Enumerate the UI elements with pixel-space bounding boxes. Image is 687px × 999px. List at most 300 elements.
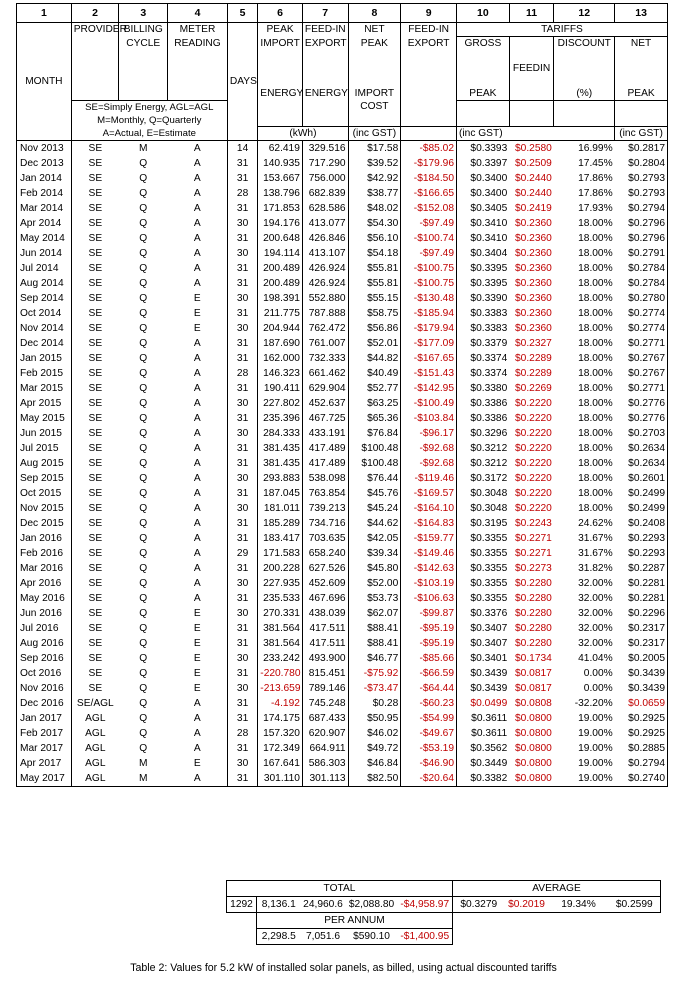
cell-feed-in-rebate: -$20.64 [401,771,457,787]
cell-net-peak: $0.2774 [615,306,668,321]
cell-peak-import: 194.176 [258,216,303,231]
cell-feed-in-rebate: -$85.02 [401,141,457,157]
cell-discount: 18.00% [578,218,613,229]
cell-billing-cycle: Q [139,578,148,589]
cell-month: Jun 2014 [17,246,72,261]
summary-table [226,880,661,945]
cell-days: 31 [227,231,257,246]
unit-kwh: (kWh) [258,127,348,141]
cell-feed-in-rebate: -$167.65 [401,351,457,366]
cell-feed-in-export: 438.039 [302,606,348,621]
header-blank [348,114,401,127]
cell-net-peak: $0.2287 [615,561,668,576]
cell-days: 31 [227,771,257,787]
cell-feed-in-rebate: -$142.63 [401,561,457,576]
cell-meter-reading: E [168,636,228,651]
cell-feed-in-rebate: -$159.77 [401,531,457,546]
cell-discount: 19.00% [554,771,615,787]
table-row [17,216,668,231]
cell-net-peak-cost: $42.05 [348,531,401,546]
cell-peak-import: 171.583 [258,546,303,561]
header-feedin: FEEDIN [509,37,554,101]
cell-discount: 18.00% [578,293,613,304]
cell-meter-reading: A [168,261,228,276]
cell-net-peak-cost: $54.30 [348,216,401,231]
per-annum-label-row [227,913,661,929]
cell-net-peak: $0.2499 [615,486,668,501]
table-row [17,726,668,741]
cell-billing-cycle: Q [139,323,148,334]
cell-discount: -32.20% [574,698,613,709]
cell-feed-in-rebate: -$164.10 [401,501,457,516]
cell-feedin-tariff: $0.0800 [515,728,552,739]
cell-net-peak-cost: $56.10 [348,231,401,246]
cell-meter-reading: A [168,471,228,486]
cell-provider: SE [88,428,103,439]
total-label: TOTAL [227,881,453,897]
header-discount-1: DISCOUNT [554,37,615,87]
cell-discount: 18.00% [578,353,613,364]
cell-net-peak-cost: $56.86 [348,321,401,336]
cell-billing-cycle: Q [139,308,148,319]
cell-feed-in-export: 417.489 [302,441,348,456]
cell-meter-reading: A [168,501,228,516]
cell-billing-cycle: Q [139,713,148,724]
cell-days: 30 [227,681,257,696]
cell-feed-in-rebate: -$95.19 [401,621,457,636]
cell-gross-peak: $0.3195 [457,516,510,531]
cell-days: 31 [227,276,257,291]
cell-provider: SE [88,488,103,499]
cell-net-peak-cost: $39.34 [348,546,401,561]
cell-meter-reading: A [168,366,228,381]
table-row [17,591,668,606]
cell-net-peak: $0.2925 [615,711,668,726]
cell-billing-cycle: Q [139,698,148,709]
cell-net-peak: $0.2794 [615,756,668,771]
cell-billing-cycle: Q [139,383,148,394]
cell-provider: SE [88,518,103,529]
header-row [17,87,668,101]
header-blank [302,114,348,127]
cell-billing-cycle: Q [139,533,148,544]
cell-provider: SE/AGL [76,698,114,709]
table-row [17,546,668,561]
cell-provider: SE [88,293,103,304]
table-row [17,516,668,531]
cell-discount: 32.00% [578,593,613,604]
cell-peak-import: -213.659 [258,681,303,696]
table-row [17,276,668,291]
cell-feed-in-rebate: -$149.46 [401,546,457,561]
cell-meter-reading: E [168,756,228,771]
cell-provider: AGL [85,713,106,724]
cell-billing-cycle: Q [139,278,148,289]
legend-line: A=Actual, E=Estimate [71,127,227,141]
cell-provider: SE [88,368,103,379]
cell-net-peak-cost: -$75.92 [348,666,401,681]
cell-days: 31 [227,306,257,321]
cell-month: Sep 2016 [17,651,72,666]
cell-peak-import: -4.192 [258,696,303,711]
cell-feedin-tariff: $0.2220 [515,473,552,484]
cell-net-peak-cost: $100.48 [348,441,401,456]
header-billing-1: BILLING [119,23,168,37]
cell-discount: 17.45% [578,158,613,169]
column-number: 12 [554,4,615,23]
cell-meter-reading: A [168,591,228,606]
cell-billing-cycle: M [119,141,168,157]
cell-provider: SE [88,578,103,589]
header-blank [258,100,303,114]
cell-net-peak: $0.2796 [615,231,668,246]
cell-net-peak-cost: $39.52 [348,156,401,171]
cell-net-peak-cost: $54.18 [348,246,401,261]
cell-billing-cycle: Q [139,248,148,259]
cell-discount: 32.00% [578,638,613,649]
cell-days: 30 [227,246,257,261]
cell-provider: AGL [71,771,119,787]
header-meter-1: METER [168,23,228,37]
cell-feed-in-rebate: -$97.49 [401,216,457,231]
table-row [17,351,668,366]
cell-provider: AGL [85,758,106,769]
cell-billing-cycle: Q [139,353,148,364]
cell-gross-peak: $0.3393 [457,141,510,157]
cell-month: Aug 2015 [17,456,72,471]
cell-meter-reading: A [168,201,228,216]
header-discount-2: (%) [554,87,615,101]
cell-billing-cycle: Q [139,488,148,499]
cell-net-peak-cost: $53.73 [348,591,401,606]
table-row [17,501,668,516]
cell-peak-import: 162.000 [258,351,303,366]
cell-feed-in-rebate: -$97.49 [401,246,457,261]
cell-feed-in-export: 586.303 [302,756,348,771]
table-row [17,441,668,456]
cell-meter-reading: E [168,681,228,696]
cell-feed-in-rebate: -$169.57 [401,486,457,501]
cell-feed-in-export: 734.716 [302,516,348,531]
cell-feed-in-rebate: -$179.96 [401,156,457,171]
cell-peak-import: 301.110 [258,771,303,787]
cell-feedin-tariff: $0.2289 [515,368,552,379]
cell-meter-reading: A [168,426,228,441]
cell-provider: SE [88,458,103,469]
cell-discount: 18.00% [578,323,613,334]
cell-discount: 32.00% [578,623,613,634]
cell-net-peak-cost: $48.02 [348,201,401,216]
cell-peak-import: 204.944 [258,321,303,336]
header-blank [615,114,668,127]
cell-billing-cycle: Q [139,518,148,529]
cell-feedin-tariff: $0.0800 [515,758,552,769]
header-blank [401,127,457,141]
cell-provider: SE [88,443,103,454]
cell-peak-import: 190.411 [258,381,303,396]
cell-net-peak: $0.2780 [615,291,668,306]
cell-net-peak-cost: $88.41 [348,621,401,636]
cell-gross-peak: $0.3374 [457,351,510,366]
cell-meter-reading: A [168,576,228,591]
header-blank [509,127,554,141]
table-row [17,261,668,276]
header-blank [554,100,615,114]
table-row [17,171,668,186]
cell-days: 30 [227,321,257,336]
cell-feedin-tariff: $0.2280 [515,578,552,589]
cell-month: Mar 2016 [17,561,72,576]
cell-net-peak-cost: $52.00 [348,576,401,591]
header-blank [401,100,457,114]
cell-feed-in-export: 703.635 [302,531,348,546]
cell-feed-in-rebate: -$64.44 [401,681,457,696]
cell-feedin-tariff: $0.2280 [515,593,552,604]
cell-provider: SE [88,668,103,679]
cell-meter-reading: A [168,741,228,756]
cell-gross-peak: $0.3296 [457,426,510,441]
cell-feed-in-export: 417.511 [302,636,348,651]
cell-net-peak: $0.2634 [615,441,668,456]
column-number: 3 [119,4,168,23]
cell-feed-in-export: 739.213 [302,501,348,516]
header-feed-2: EXPORT [302,37,348,87]
cell-provider: SE [88,563,103,574]
cell-days: 31 [227,261,257,276]
cell-gross-peak: $0.3390 [457,291,510,306]
header-row [17,37,668,87]
per-annum-label: PER ANNUM [257,913,453,929]
cell-net-peak: $0.2634 [615,456,668,471]
cell-gross-peak: $0.3382 [457,771,510,787]
cell-discount: 18.00% [578,278,613,289]
cell-provider: SE [88,548,103,559]
total-days: 1292 [227,897,257,913]
cell-month: Jan 2015 [17,351,72,366]
cell-days: 28 [227,366,257,381]
cell-discount: 18.00% [578,503,613,514]
cell-month: Sep 2014 [17,291,72,306]
cell-billing-cycle: Q [139,623,148,634]
cell-month: Dec 2013 [17,156,72,171]
cell-feed-in-export: 762.472 [302,321,348,336]
cell-provider: AGL [85,728,106,739]
cell-net-peak-cost: $76.84 [348,426,401,441]
cell-net-peak-cost: $45.80 [348,561,401,576]
cell-meter-reading: A [168,396,228,411]
cell-net-peak-cost: $55.81 [348,261,401,276]
cell-billing-cycle: Q [139,218,148,229]
header-days: DAYS [227,23,257,141]
cell-net-peak-cost: $62.07 [348,606,401,621]
header-blank [302,100,348,114]
header-net-2: PEAK [615,87,668,101]
cell-net-peak-cost: $55.15 [348,291,401,306]
cell-feed-in-rebate: -$142.95 [401,381,457,396]
cell-peak-import: 381.435 [258,456,303,471]
cell-gross-peak: $0.3405 [457,201,510,216]
header-provider: PROVIDER [71,23,119,37]
cell-meter-reading: A [168,246,228,261]
cell-gross-peak: $0.3449 [457,756,510,771]
cell-net-peak: $0.2776 [615,411,668,426]
cell-feed-in-rebate: -$177.09 [401,336,457,351]
cell-net-peak: $0.2925 [615,726,668,741]
cell-billing-cycle: Q [139,173,148,184]
column-number: 5 [227,4,257,23]
table-row [17,306,668,321]
cell-feedin-tariff: $0.2220 [515,503,552,514]
cell-discount: 31.67% [578,533,613,544]
table-row [17,426,668,441]
cell-provider: AGL [85,743,106,754]
cell-net-peak-cost: $44.62 [348,516,401,531]
cell-meter-reading: A [168,441,228,456]
cell-net-peak: $0.3439 [615,681,668,696]
cell-feed-in-export: 628.586 [302,201,348,216]
table-row [17,336,668,351]
cell-feed-in-export: 627.526 [302,561,348,576]
table-row [17,606,668,621]
header-month: MONTH [17,23,72,141]
cell-feedin-tariff: $0.2360 [515,323,552,334]
cell-feedin-tariff: $0.2220 [515,413,552,424]
cell-peak-import: 200.489 [258,261,303,276]
cell-feed-in-rebate: -$185.94 [401,306,457,321]
header-netcost-4: COST [348,100,401,114]
cell-days: 30 [227,576,257,591]
cell-meter-reading: A [168,186,228,201]
column-number: 13 [615,4,668,23]
cell-feed-in-rebate: -$152.08 [401,201,457,216]
legend-line: SE=Simply Energy, AGL=AGL [71,100,227,114]
cell-discount: 0.00% [583,668,613,679]
cell-feedin-tariff: $0.2360 [515,278,552,289]
cell-days: 31 [227,741,257,756]
cell-month: Apr 2015 [17,396,72,411]
cell-provider: SE [88,278,103,289]
cell-net-peak: $0.2317 [615,636,668,651]
cell-feed-in-export: 433.191 [302,426,348,441]
total-peak: 8,136.1 [257,897,301,913]
header-blank [168,87,228,101]
cell-month: Aug 2016 [17,636,72,651]
cell-billing-cycle: Q [139,653,148,664]
header-peak-2: IMPORT [258,37,303,87]
cell-peak-import: 200.228 [258,561,303,576]
table-row [17,396,668,411]
cell-net-peak: $0.2771 [615,381,668,396]
cell-month: Feb 2014 [17,186,72,201]
cell-net-peak: $0.2794 [615,201,668,216]
legend-line: M=Monthly, Q=Quarterly [71,114,227,127]
cell-feedin-tariff: $0.0800 [509,771,554,787]
column-number: 6 [258,4,303,23]
header-feed-3: ENERGY [302,87,348,101]
cell-month: Jul 2016 [17,621,72,636]
header-feed-1: FEED-IN [302,23,348,37]
cell-gross-peak: $0.3212 [457,441,510,456]
cell-feed-in-export: 687.433 [302,711,348,726]
cell-billing-cycle: Q [139,398,148,409]
cell-days: 31 [227,351,257,366]
cell-net-peak-cost: $65.36 [348,411,401,426]
cell-billing-cycle: Q [139,188,148,199]
cell-feedin-tariff: $0.2220 [515,428,552,439]
cell-feed-in-rebate: -$53.19 [401,741,457,756]
cell-gross-peak: $0.3048 [457,486,510,501]
cell-net-peak: $0.2281 [615,576,668,591]
cell-month: Nov 2016 [17,681,72,696]
cell-feedin-tariff: $0.2440 [515,188,552,199]
cell-feedin-tariff: $0.2289 [515,353,552,364]
pa-peak: 2,298.5 [257,929,301,945]
cell-feed-in-export: 787.888 [302,306,348,321]
cell-month: Dec 2015 [17,516,72,531]
table-row [17,771,668,787]
cell-net-peak-cost: $17.58 [348,141,401,157]
cell-days: 31 [227,636,257,651]
cell-meter-reading: E [168,651,228,666]
average-label: AVERAGE [453,881,661,897]
cell-net-peak-cost: $38.77 [348,186,401,201]
cell-days: 31 [227,561,257,576]
cell-feed-in-export: 763.854 [302,486,348,501]
cell-month: Oct 2015 [17,486,72,501]
cell-month: Jun 2016 [17,606,72,621]
cell-feed-in-rebate: -$95.19 [401,636,457,651]
cell-days: 29 [227,546,257,561]
cell-net-peak-cost: $63.25 [348,396,401,411]
cell-meter-reading: A [168,231,228,246]
cell-net-peak: $0.2317 [615,621,668,636]
cell-feedin-tariff: $0.2440 [515,173,552,184]
cell-discount: 17.86% [578,173,613,184]
cell-feedin-tariff: $0.2580 [509,141,554,157]
cell-discount: 19.00% [578,743,613,754]
cell-days: 31 [227,201,257,216]
cell-feedin-tariff: $0.0817 [515,668,552,679]
cell-provider: SE [88,263,103,274]
cell-feed-in-export: 452.637 [302,396,348,411]
cell-feed-in-rebate: -$49.67 [401,726,457,741]
cell-gross-peak: $0.3386 [457,411,510,426]
cell-peak-import: 233.242 [258,651,303,666]
summary-label-row [227,881,661,897]
cell-meter-reading: E [168,291,228,306]
cell-days: 31 [227,336,257,351]
header-blank [119,87,168,101]
cell-discount: 0.00% [583,683,613,694]
cell-days: 31 [227,456,257,471]
pa-cost: $590.10 [346,929,398,945]
cell-days: 31 [227,156,257,171]
cell-peak-import: 167.641 [258,756,303,771]
cell-billing-cycle: Q [139,203,148,214]
cell-gross-peak: $0.3172 [457,471,510,486]
cell-net-peak: $0.2793 [615,186,668,201]
header-tariffs: TARIFFS [457,23,668,37]
cell-feed-in-export: 761.007 [302,336,348,351]
header-blank [509,114,554,127]
cell-net-peak: $0.2784 [615,261,668,276]
cell-net-peak-cost: $88.41 [348,636,401,651]
cell-provider: SE [88,638,103,649]
cell-billing-cycle: Q [139,158,148,169]
cell-feedin-tariff: $0.0800 [515,713,552,724]
column-number: 8 [348,4,401,23]
cell-net-peak: $0.2499 [615,501,668,516]
